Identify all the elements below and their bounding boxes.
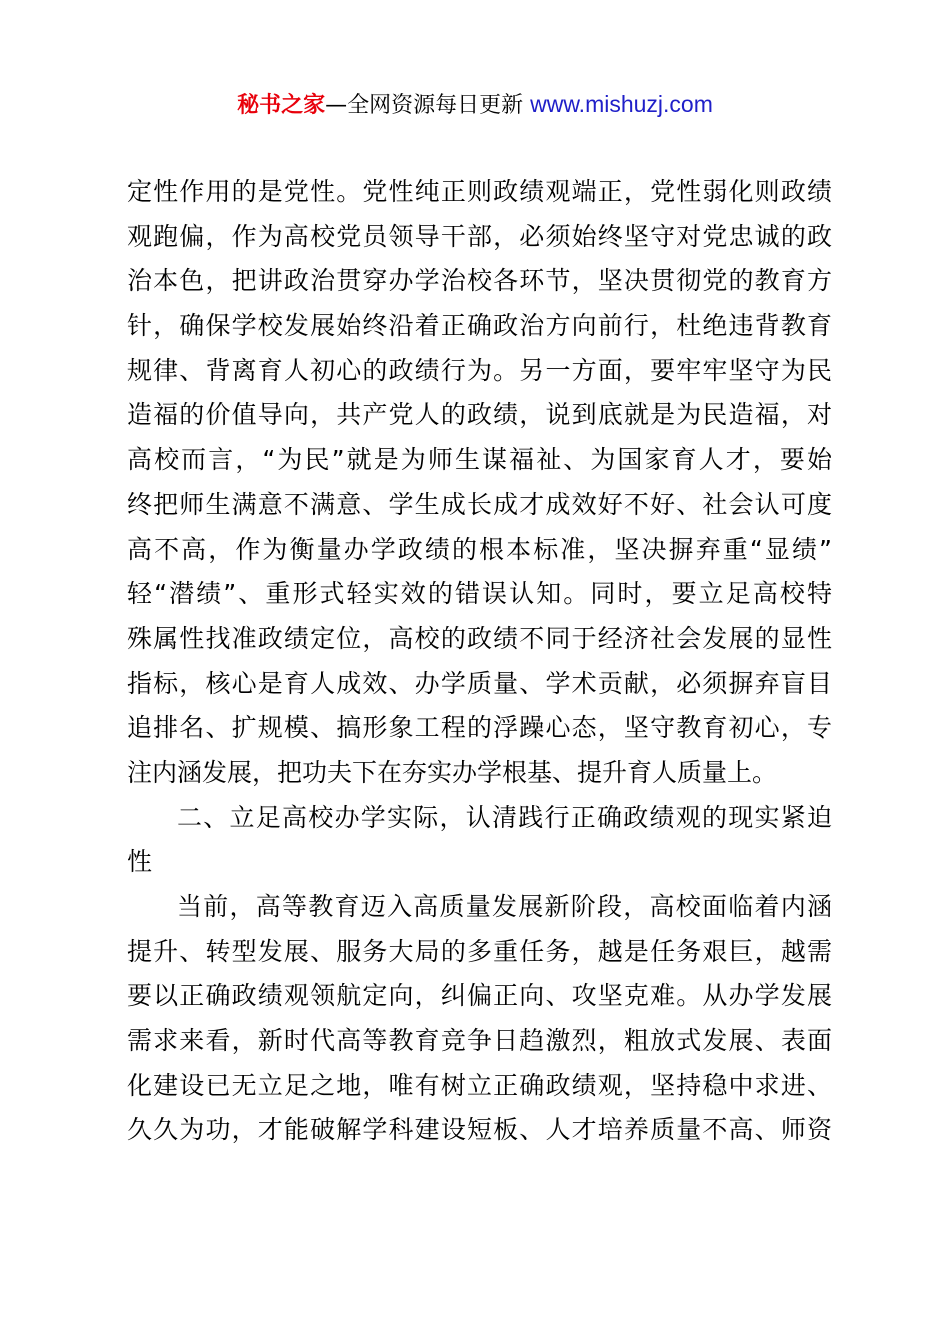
paragraph-line: 规律、背离育人初心的政绩行为。另一方面，要牢牢坚守为民 <box>127 355 832 385</box>
paragraph-line: 定性作用的是党性。党性纯正则政绩观端正，党性弱化则政绩 <box>127 177 832 206</box>
paragraph-line: 高不高，作为衡量办学政绩的根本标准，坚决摒弃重“显绩” <box>127 534 832 564</box>
paragraph-line: 要以正确政绩观领航定向，纠偏正向、攻坚克难。从办学发展 <box>127 981 832 1011</box>
paragraph-line: 当前，高等教育迈入高质量发展新阶段，高校面临着内涵 <box>177 892 832 921</box>
site-url-link[interactable]: www.mishuzj.com <box>530 91 713 117</box>
paragraph-line: 提升、转型发展、服务大局的多重任务，越是任务艰巨，越需 <box>127 936 832 966</box>
document-body <box>127 170 832 1153</box>
paragraph-line: 高校而言，“为民”就是为师生谋福祉、为国家育人才，要始 <box>127 445 832 475</box>
paragraph-line: 追排名、扩规模、搞形象工程的浮躁心态，坚守教育初心，专 <box>127 713 832 743</box>
brand-name: 秘书之家 <box>237 93 326 118</box>
paragraph-line: 轻“潜绩”、重形式轻实效的错误认知。同时，要立足高校特 <box>127 579 832 609</box>
paragraph-line: 久久为功，才能破解学科建设短板、人才培养质量不高、师资 <box>127 1115 832 1145</box>
paragraph-line: 治本色，把讲政治贯穿办学治校各环节，坚决贯彻党的教育方 <box>127 266 832 296</box>
paragraph-line: 指标，核心是育人成效、办学质量、学术贡献，必须摒弃盲目 <box>127 668 832 698</box>
section-heading: 二、立足高校办学实际，认清践行正确政绩观的现实紧迫 <box>177 802 832 832</box>
section-heading-continuation: 性 <box>127 847 153 877</box>
paragraph-line: 化建设已无立足之地，唯有树立正确政绩观，坚持稳中求进、 <box>127 1070 832 1100</box>
header-tagline: —全网资源每日更新 <box>325 93 524 118</box>
paragraph-line: 针，确保学校发展始终沿着正确政治方向前行，杜绝违背教育 <box>127 311 832 341</box>
page-header <box>0 86 950 124</box>
paragraph-line: 终把师生满意不满意、学生成长成才成效好不好、社会认可度 <box>127 489 832 519</box>
paragraph-line: 注内涵发展，把功夫下在夯实办学根基、提升育人质量上。 <box>127 757 778 787</box>
paragraph-line: 观跑偏，作为高校党员领导干部，必须始终坚守对党忠诚的政 <box>127 221 832 251</box>
paragraph-line: 需求来看，新时代高等教育竞争日趋激烈，粗放式发展、表面 <box>127 1026 832 1056</box>
paragraph-line: 殊属性找准政绩定位，高校的政绩不同于经济社会发展的显性 <box>127 623 832 653</box>
paragraph-line: 造福的价值导向，共产党人的政绩，说到底就是为民造福，对 <box>127 400 832 430</box>
